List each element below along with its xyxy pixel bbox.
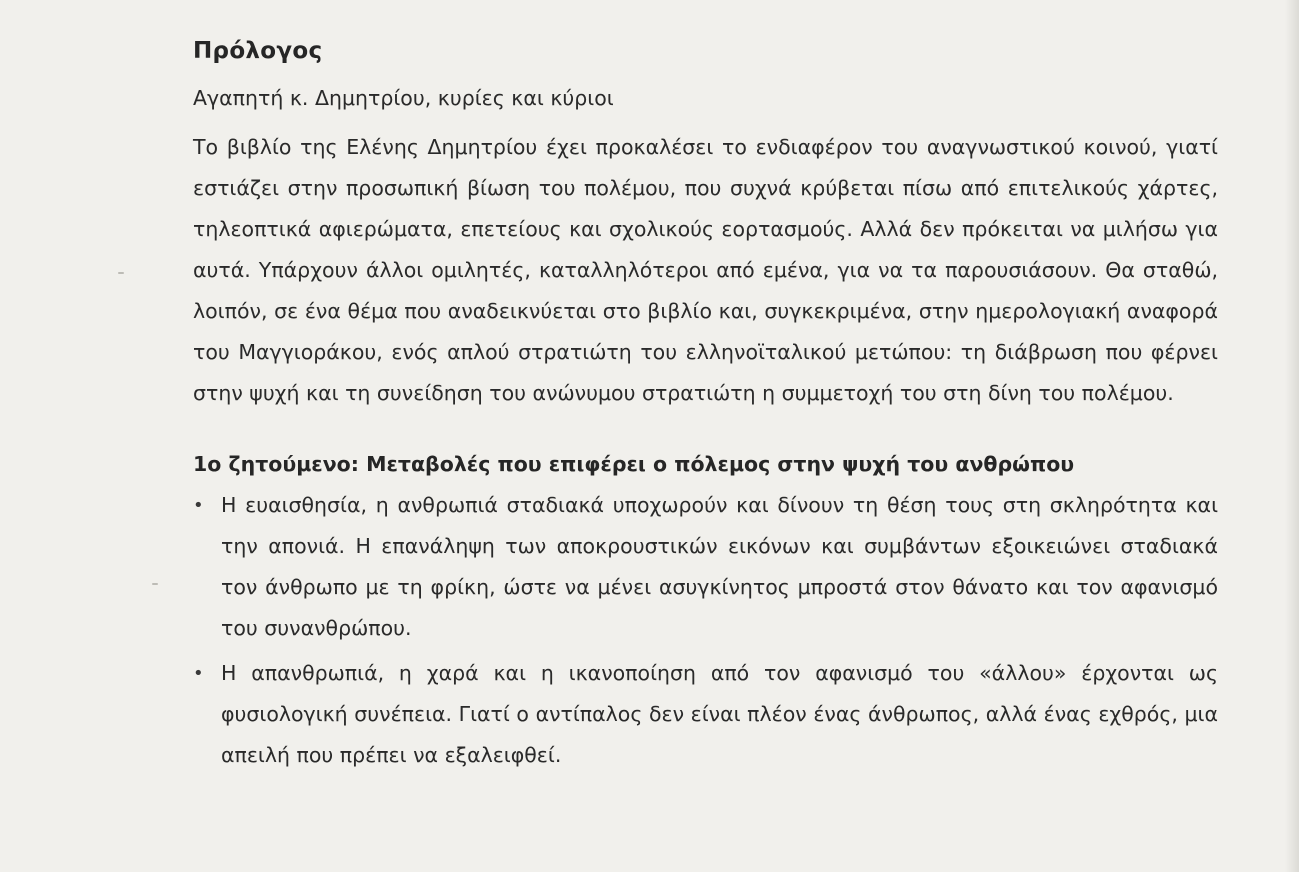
list-item (193, 485, 1218, 649)
document-content (193, 38, 1218, 780)
list-item-text: Η ευαισθησία, η ανθρωπιά σταδιακά υποχωρούν και δίνουν τη θέση τους στη σκληρότητα και την απονιά. Η επανάληψη των αποκρουστικών εικόνων και συμβάντων εξοικειώνει σταδιακά τον άνθρωπο με τη φρίκη, ώστε να μένει ασυγκίνητος μπροστά στον θάνατο και τον αφανισμό του συνανθρώπου. (221, 493, 1218, 640)
page-title: Πρόλογος (193, 38, 323, 64)
scan-edge-shadow (1285, 0, 1299, 872)
bullet-list (193, 485, 1218, 776)
section-heading: 1ο ζητούμενο: Μεταβολές που επιφέρει ο πόλεμος στην ψυχή του ανθρώπου (193, 452, 1075, 476)
scan-speck (152, 583, 158, 585)
salutation: Αγαπητή κ. Δημητρίου, κυρίες και κύριοι (193, 86, 614, 110)
list-item-text: Η απανθρωπιά, η χαρά και η ικανοποίηση από τον αφανισμό του «άλλου» έρχονται ως φυσιολογική συνέπεια. Γιατί ο αντίπαλος δεν είναι πλέον ένας άνθρωπος, αλλά ένας εχθρός, μια απειλή που πρέπει να εξαλειφθεί. (221, 661, 1218, 767)
list-item (193, 653, 1218, 776)
bullet-icon: • (193, 495, 204, 516)
scan-speck (118, 272, 124, 274)
bullet-icon: • (193, 663, 204, 684)
intro-paragraph: Το βιβλίο της Ελένης Δημητρίου έχει προκαλέσει το ενδιαφέρον του αναγνωστικού κοινού, γιατί εστιάζει στην προσωπική βίωση του πολέμου, που συχνά κρύβεται πίσω από επιτελικούς χάρτες, τηλεοπτικά αφιερώματα, επετείους και σχολικούς εορτασμούς. Αλλά δεν πρόκειται να μιλήσω για αυτά. Υπάρχουν άλλοι ομιλητές, καταλληλότεροι από εμένα, για να τα παρουσιάσουν. Θα σταθώ, λοιπόν, σε ένα θέμα που αναδεικνύεται στο βιβλίο και, συγκεκριμένα, στην ημερολογιακή αναφορά του Μαγγιοράκου, ενός απλού στρατιώτη του ελληνοϊταλικού μετώπου: τη διάβρωση που φέρνει στην ψυχή και τη συνείδηση του ανώνυμου στρατιώτη η συμμετοχή του στη δίνη του πολέμου. (193, 135, 1218, 405)
